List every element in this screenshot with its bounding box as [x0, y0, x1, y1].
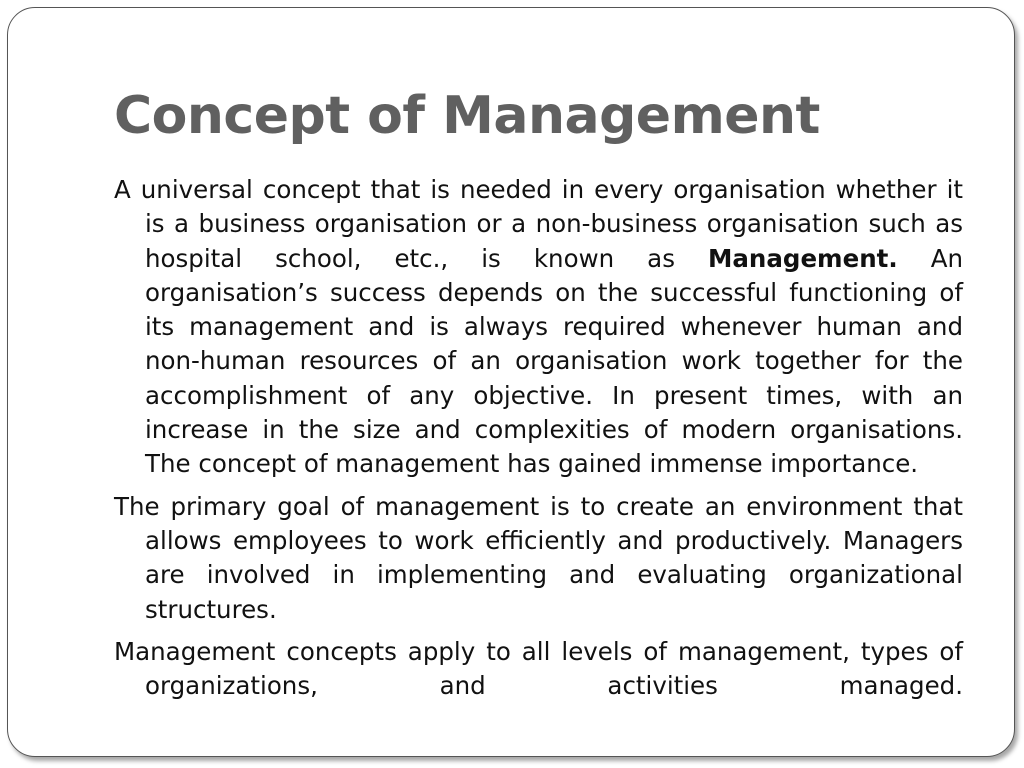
slide-title: Concept of Management — [114, 86, 820, 146]
slide-body — [114, 173, 963, 711]
paragraph-definition — [114, 173, 963, 482]
paragraph-definition-rest: An organisation’s success depends on the successful functioning of its management and is always required whenever human and non-human resources of an organisation work together for the accomplishment of any objective. In present times, with an increase in the size and complexities of modern organisations. The concept of management has gained immense importance. — [145, 243, 964, 479]
slide-frame — [7, 7, 1015, 757]
management-term: Management. — [708, 243, 898, 273]
paragraph-scope: Management concepts apply to all levels of management, types of organizations, and activities managed. — [114, 636, 963, 701]
paragraph-definition-intro: A universal concept that is needed in every organisation whether it is a business organisation or a non-business organisation such as hospital school, etc., is known as — [114, 175, 963, 273]
paragraph-primary-goal: The primary goal of management is to create an environment that allows employees to work efficiently and productively. Managers are involved in implementing and evaluating organizational structures. — [114, 491, 963, 624]
